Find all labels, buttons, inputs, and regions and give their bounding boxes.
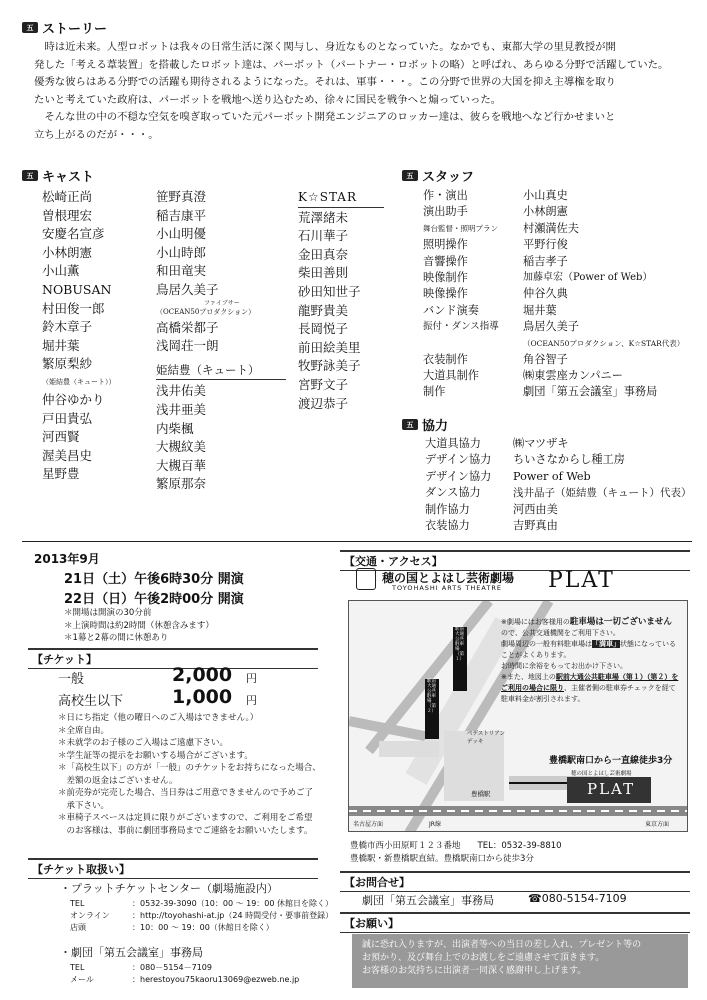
map-plat-small: 穂の国とよはし芸術劇場 (571, 771, 632, 777)
map-parking-note: ※劇場にはお客様用の駐車場は一切ございません ので、公共交通機関をご利用下さい。 劇場周辺の一般有料駐車場は「満車」状態になっている ことがよくあります。 お時間に余裕をもってお出かけ下さい。 ※また、地図上の駅前大通公共駐車場（第１）（第２）を ご利用の場合に限り、主催者側の駐車券チェックを経て 駐車料金が割引されます。 (501, 617, 679, 703)
venue-logo: PLAT (548, 568, 615, 593)
staff-row: 音響操作 稲吉孝子 (423, 254, 568, 268)
email-link[interactable]: ：herestoyou75kaoru13069@ezweb.ne.jp (132, 975, 300, 984)
theatre-logo-icon (356, 568, 376, 590)
ticket-general-label: 一般 (58, 672, 85, 687)
cast-member: 繁原梨紗 (42, 356, 93, 372)
cast-member: 龍野貴美 (298, 302, 349, 318)
venue-name-en: TOYOHASHI ARTS THEATRE (392, 584, 502, 592)
staff-row: 作・演出 小山真史 (423, 189, 568, 202)
troupe-logo-icon: 五 (22, 22, 38, 33)
staff-row: 制作 劇団「第五会議室」事務局 (423, 385, 658, 399)
cast-group-heading: K☆STAR (298, 188, 384, 208)
coop-row: 大道具協力 ㈱マツザキ (425, 437, 569, 450)
cast-member: 笹野真澄 (156, 189, 207, 204)
coop-row: デザイン協力 Power of Web (425, 469, 591, 483)
cast-member: 河西賢 (42, 429, 80, 445)
staff-row: 振付・ダンス指導 鳥居久美子 (423, 320, 579, 334)
cast-member: 金田真奈 (298, 246, 349, 262)
ticket-general-price: 2,000 (172, 664, 233, 686)
coop-row: ダンス協力 浅井晶子（姫結豊（キュート）代表） (425, 486, 692, 500)
cast-affiliation: （姫結豊（キュート）） (42, 377, 116, 386)
inquiry-org: 劇団「第五会議室」事務局 (362, 894, 494, 907)
map-label: 駅前大通公共駐車場（第１） (455, 627, 464, 662)
cast-member: 内柴楓 (156, 420, 194, 436)
cast-member: 渥美昌史 (42, 447, 93, 463)
outlet-plat: ・プラットチケットセンター（劇場施設内） (60, 882, 279, 895)
cast-member: 繁原那奈 (156, 476, 207, 492)
troupe-logo-icon: 五 (402, 170, 418, 181)
ticket-yen: 円 (246, 672, 257, 685)
cast-member: 前田絵美里 (298, 339, 361, 355)
cast-column-1 (42, 188, 116, 484)
map-label: 名古屋方面 (353, 821, 384, 828)
venue-directions: 豊橋駅・新豊橋駅直結。豊橋駅南口から徒歩3分 (350, 854, 534, 864)
schedule-notes: ＊開場は開演の30分前 ＊上演時間は約2時間（休憩含みます） ＊1幕と2幕の間に休憩あり (64, 608, 214, 643)
coop-heading: 五 協力 (402, 415, 448, 434)
troupe-logo-icon: 五 (22, 170, 38, 181)
venue-name-jp: 穂の国とよはし芸術劇場 (382, 571, 515, 585)
outlets-heading: 【チケット取扱い】 (28, 858, 318, 879)
cast-member: 浅井亜美 (156, 401, 207, 417)
inquiry-phone: ☎080-5154-7109 (528, 892, 627, 905)
map-plat-label: PLAT (587, 780, 636, 798)
map-label: 豊橋駅 (471, 790, 491, 798)
cast-member: 稲吉康平 (156, 207, 207, 223)
cast-member: 柴田善則 (298, 265, 349, 281)
cast-member: 仲谷ゆかり (42, 391, 105, 407)
cast-ruby: ファイブサー (204, 299, 240, 307)
map-label: ペデストリアンデッキ (467, 731, 506, 745)
staff-heading: 五 スタッフ (402, 166, 474, 185)
schedule-day-2: 22日（日）午後2時00分 開演 (64, 592, 244, 607)
cast-member: 大槻百華 (156, 457, 207, 473)
cast-member: 曽根理宏 (42, 207, 93, 223)
venue-address: 豊橋市西小田原町１２３番地 TEL：0532-39-8810 (350, 841, 562, 851)
cast-member: 宮野文子 (298, 376, 349, 392)
cast-group-heading: 姫結豊（キュート） (156, 361, 286, 381)
coop-row: 衣装協力 吉野真由 (425, 519, 558, 533)
staff-row: 映像操作 仲谷久典 (423, 287, 568, 301)
cast-member: 鈴木章子 (42, 319, 93, 335)
cast-member: 高橋栄都子 (156, 319, 219, 335)
staff-row: 映像制作 加藤卓宏（Power of Web） (423, 271, 653, 285)
cast-member: 浅井佑美 (156, 383, 207, 399)
ticket-yen: 円 (246, 694, 257, 707)
staff-list (423, 188, 684, 401)
ticket-student-price: 1,000 (172, 686, 233, 708)
schedule-day-1: 21日（土）午後6時30分 開演 (64, 572, 244, 587)
cast-affiliation: （OCEAN50プロダクション） (156, 307, 256, 316)
staff-row: 舞台監督・照明プラン 村瀬満佐夫 (423, 221, 579, 235)
staff-row: 照明操作 平野行俊 (423, 238, 568, 252)
cast-member: 村田俊一郎 (42, 300, 105, 316)
cast-member: 和田竜実 (156, 263, 207, 279)
outlet-troupe-details: TEL ：080－5154－7109 メール ：herestoyou75kaoru13069@ezweb.ne.jp (70, 963, 300, 984)
section-divider (22, 541, 692, 542)
cast-member: 荒澤緒未 (298, 209, 349, 225)
cast-member: 小山時郎 (156, 244, 207, 260)
access-map[interactable] (348, 600, 688, 832)
map-label: 東京方面 (645, 821, 670, 828)
ticket-student-label: 高校生以下 (58, 694, 124, 709)
staff-row: 大道具制作 ㈱東雲座カンパニー (423, 369, 623, 383)
staff-row: 演出助手 小林朗憲 (423, 205, 568, 219)
cast-member: 長岡悦子 (298, 321, 349, 337)
staff-row: バンド演奏 堀井葉 (423, 303, 557, 317)
cast-member: 鳥居久美子 (156, 281, 219, 297)
cast-member: 小山明優 (156, 226, 207, 242)
coop-row: デザイン協力 ちいさなからし種工房 (425, 453, 625, 467)
cast-member: 砂田知世子 (298, 283, 361, 299)
online-url-link[interactable]: ：http://toyohashi-at.jp（24 時間受付・要事前登録） (132, 911, 334, 920)
story-heading: 五 ストーリー (22, 18, 107, 37)
cast-member: 石川華子 (298, 228, 349, 244)
cast-member: 小林朗憲 (42, 244, 93, 260)
cast-heading: 五 キャスト (22, 166, 94, 185)
inquiry-heading: 【お問合せ】 (340, 871, 690, 892)
cast-member: 小山薫 (42, 263, 80, 279)
cast-member: NOBUSAN (42, 281, 112, 297)
request-box: 誠に恐れ入りますが、出演者等への当日の差し入れ、プレゼント等の お預かり、及び舞台上でのお渡しをご遠慮させて頂きます。 お客様のお気持ちに出演者一同深く感謝申し上げます。 (352, 934, 688, 988)
ticket-heading: 【チケット】 (28, 648, 318, 669)
story-text: 時は近未来。人型ロボットは我々の日常生活に深く関与し、身近なものとなっていた。なかでも、東都大学の里見教授が開 発した「考える葦装置」を搭載したロボット達は、パーボット（パートナー・ロボットの略）と呼ばれ、あらゆる分野で活躍していた。 優秀な彼らはある分野での活躍も期待されるようになった。それは、軍事・・・。この分野で世界の大国を抑え主導権を取り たいと考えていた政府は、パーボットを戦地へ送り込むため、徐々に国民を戦争へと煽っていった。 そんな世の中の不穏な空気を嗅ぎ取っていた元パーボット開発エンジニアのロッカー達は、彼らを戦地へなど行かせまいと 立ち上がるのだが・・・。 (34, 41, 669, 141)
outlet-plat-details: TEL ：0532-39-3090（10：00 ～ 19：00 休館日を除く） オンライン ：http://toyohashi-at.jp（24 時間受付・要事前登録） 店頭 ：10：00 ～ 19：00（休館日を除く） (70, 899, 334, 932)
map-label: JR線 (429, 821, 441, 828)
cast-member: 渡辺恭子 (298, 395, 349, 411)
map-walk-note: 豊橋駅南口から一直線徒歩3分 (549, 756, 673, 766)
staff-row: 衣装制作 角谷智子 (423, 352, 568, 366)
cast-member: 戸田貴弘 (42, 410, 93, 426)
request-heading: 【お願い】 (340, 912, 690, 933)
cast-member: 浅岡荘一朗 (156, 338, 219, 354)
cast-member: 牧野詠美子 (298, 358, 361, 374)
staff-note: （OCEAN50プロダクション、K☆STAR代表） (523, 338, 685, 348)
outlet-troupe: ・劇団「第五会議室」事務局 (60, 946, 203, 959)
cast-column-3 (298, 188, 384, 413)
cast-member: 安慶名宣彦 (42, 226, 105, 242)
cast-member: 堀井葉 (42, 337, 80, 353)
troupe-logo-icon: 五 (402, 419, 418, 430)
map-label: 駅前大通公共駐車場（第２） (427, 679, 436, 714)
cast-member: 松崎正尚 (42, 189, 93, 204)
cast-member: 星野豊 (42, 466, 80, 482)
cast-member: 大槻紋美 (156, 439, 207, 455)
cast-column-2 (156, 188, 286, 494)
ticket-notes: ＊日にち指定（他の曜日へのご入場はできません。） ＊全席自由。 ＊未就学のお子様のご入場はご遠慮下さい。 ＊学生証等の提示をお願いする場合がございます。 ＊「高校生以下」の方が「一般」のチケットをお持ちになった場合、 差額の返金はございません。 ＊前売券が完売した場合、当日券はご用意できませんので予めご了 承下さい。 ＊車椅子スペースは定員に限りがございますので、ご利用をご希望 のお客様は、事前に劇団事務局までご連絡をお願いいたします。 (58, 713, 321, 836)
access-heading: 【交通・アクセス】 (340, 550, 690, 571)
schedule-month: 2013年9月 (34, 552, 100, 566)
coop-list (425, 436, 692, 534)
coop-row: 制作協力 河西由美 (425, 502, 558, 516)
